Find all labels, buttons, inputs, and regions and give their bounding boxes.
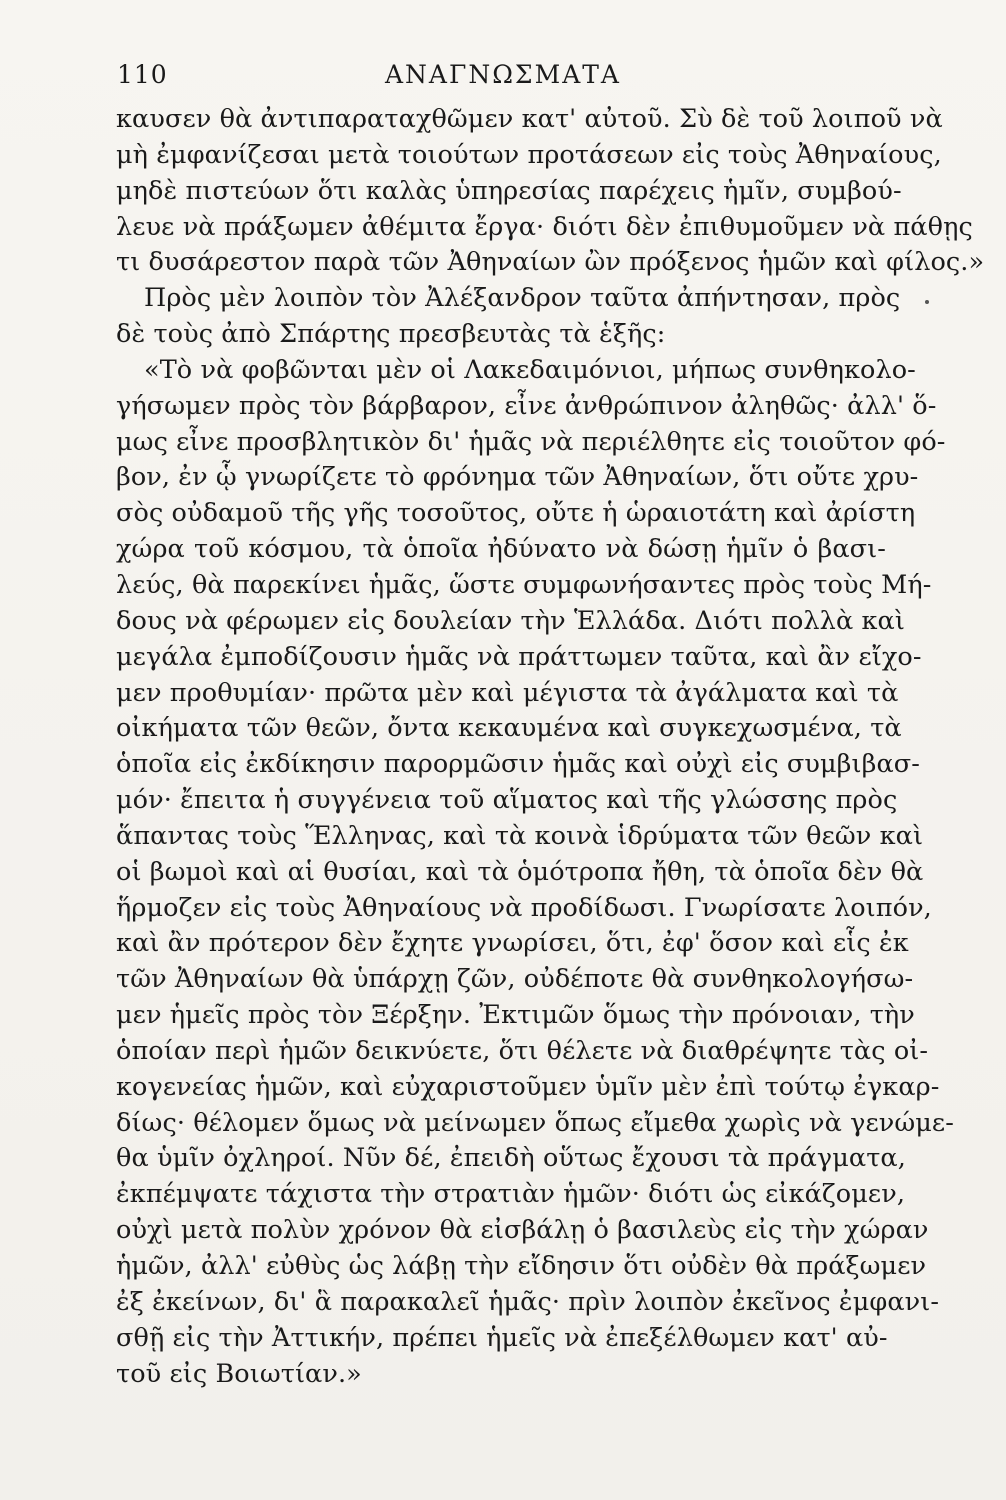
text-line: ὁποῖα εἰς ἐκδίκησιν παρορμῶσιν ἡμᾶς καὶ οὐχὶ εἰς συμβιβασ- bbox=[116, 749, 921, 780]
text-line: χώρα τοῦ κόσμου, τὰ ὁποῖα ἠδύνατο νὰ δώσῃ ἡμῖν ὁ βασι- bbox=[116, 534, 886, 565]
text-line: λεύς, θὰ παρεκίνει ἡμᾶς, ὥστε συμφωνήσαντες πρὸς τοὺς Μή- bbox=[116, 569, 932, 600]
page-number: 110 bbox=[117, 60, 168, 89]
text-line: μεν προθυμίαν· πρῶτα μὲν καὶ μέγιστα τὰ ἀγάλματα καὶ τὰ bbox=[116, 677, 899, 708]
text-line: μεν ἡμεῖς πρὸς τὸν Ξέρξην. Ἐκτιμῶν ὅμως τὴν πρόνοιαν, τὴν bbox=[116, 1000, 915, 1031]
text-line: ἥρμοζεν εἰς τοὺς Ἀθηναίους νὰ προδίδωσι. Γνωρίσατε λοιπόν, bbox=[116, 892, 932, 923]
text-line: μως εἶνε προσβλητικὸν δι' ἡμᾶς νὰ περιέλθητε εἰς τοιοῦτον φό- bbox=[116, 426, 946, 457]
text-line: τοῦ εἰς Βοιωτίαν.» bbox=[116, 1358, 362, 1389]
text-line: τῶν Ἀθηναίων θὰ ὑπάρχῃ ζῶν, οὐδέποτε θὰ συνθηκολογήσω- bbox=[116, 964, 914, 995]
body-text bbox=[116, 102, 985, 1392]
text-line: καυσεν θὰ ἀντιπαραταχθῶμεν κατ' αὐτοῦ. Σὺ δὲ τοῦ λοιποῦ νὰ bbox=[116, 104, 943, 134]
text-line: τι δυσάρεστον παρὰ τῶν Ἀθηναίων ὢν πρόξενος ἡμῶν καὶ φίλος.» bbox=[116, 247, 985, 278]
text-line: μόν· ἔπειτα ἡ συγγένεια τοῦ αἵματος καὶ τῆς γλώσσης πρὸς bbox=[116, 785, 898, 816]
text-line: «Τὸ νὰ φοβῶνται μὲν οἱ Λακεδαιμόνιοι, μήπως συνθηκολο- bbox=[144, 354, 916, 385]
text-line: οἱ βωμοὶ καὶ αἱ θυσίαι, καὶ τὰ ὁμότροπα ἤθη, τὰ ὁποῖα δὲν θὰ bbox=[116, 856, 924, 887]
text-line: μηδὲ πιστεύων ὅτι καλὰς ὑπηρεσίας παρέχεις ἡμῖν, συμβού- bbox=[116, 175, 902, 206]
text-line: γήσωμεν πρὸς τὸν βάρβαρον, εἶνε ἀνθρώπινον ἀληθῶς· ἀλλ' ὅ- bbox=[116, 390, 937, 421]
margin-mark bbox=[925, 300, 929, 304]
text-line: ὁποίαν περὶ ἡμῶν δεικνύετε, ὅτι θέλετε νὰ διαθρέψητε τὰς οἰ- bbox=[116, 1035, 929, 1066]
text-line: δίως· θέλομεν ὅμως νὰ μείνωμεν ὅπως εἴμεθα χωρὶς νὰ γενώμε- bbox=[116, 1107, 954, 1138]
running-title: ΑΝΑΓΝΩΣΜΑΤΑ bbox=[385, 60, 621, 89]
text-line: ἡμῶν, ἀλλ' εὐθὺς ὡς λάβῃ τὴν εἴδησιν ὅτι οὐδὲν θὰ πράξωμεν bbox=[116, 1251, 927, 1281]
text-line: λευε νὰ πράξωμεν ἀθέμιτα ἔργα· διότι δὲν ἐπιθυμοῦμεν νὰ πάθῃς bbox=[116, 211, 973, 242]
text-line: μὴ ἐμφανίζεσαι μετὰ τοιούτων προτάσεων εἰς τοὺς Ἀθηναίους, bbox=[116, 139, 942, 170]
text-line: δὲ τοὺς ἀπὸ Σπάρτης πρεσβευτὰς τὰ ἑξῆς: bbox=[116, 319, 666, 350]
text-line: ἅπαντας τοὺς Ἕλληνας, καὶ τὰ κοινὰ ἱδρύματα τῶν θεῶν καὶ bbox=[116, 820, 924, 851]
text-line: θα ὑμῖν ὀχληροί. Νῦν δέ, ἐπειδὴ οὕτως ἔχουσι τὰ πράγματα, bbox=[116, 1143, 906, 1174]
text-line: ἐξ ἐκείνων, δι' ἃ παρακαλεῖ ἡμᾶς· πρὶν λοιπὸν ἐκεῖνος ἐμφανι- bbox=[116, 1286, 940, 1317]
page-header bbox=[0, 60, 1006, 100]
text-line: καὶ ἂν πρότερον δὲν ἔχητε γνωρίσει, ὅτι, ἐφ' ὅσον καὶ εἷς ἐκ bbox=[116, 928, 909, 959]
text-line: Πρὸς μὲν λοιπὸν τὸν Ἀλέξανδρον ταῦτα ἀπήντησαν, πρὸς bbox=[144, 283, 901, 314]
text-line: σὸς οὐδαμοῦ τῆς γῆς τοσοῦτος, οὔτε ἡ ὡραιοτάτη καὶ ἀρίστη bbox=[116, 498, 916, 529]
text-line: οὐχὶ μετὰ πολὺν χρόνον θὰ εἰσβάλῃ ὁ βασιλεὺς εἰς τὴν χώραν bbox=[116, 1215, 929, 1246]
text-line: σθῇ εἰς τὴν Ἀττικήν, πρέπει ἡμεῖς νὰ ἐπεξέλθωμεν κατ' αὐ- bbox=[116, 1322, 888, 1353]
text-line: βον, ἐν ᾧ γνωρίζετε τὸ φρόνημα τῶν Ἀθηναίων, ὅτι οὔτε χρυ- bbox=[116, 462, 919, 493]
text-line: ἐκπέμψατε τάχιστα τὴν στρατιὰν ἡμῶν· διότι ὡς εἰκάζομεν, bbox=[116, 1179, 906, 1210]
text-line: οἰκήματα τῶν θεῶν, ὄντα κεκαυμένα καὶ συγκεχωσμένα, τὰ bbox=[116, 713, 902, 744]
text-line: δους νὰ φέρωμεν εἰς δουλείαν τὴν Ἑλλάδα. Διότι πολλὰ καὶ bbox=[116, 605, 905, 636]
text-line: μεγάλα ἐμποδίζουσιν ἡμᾶς νὰ πράττωμεν ταῦτα, καὶ ἂν εἴχο- bbox=[116, 641, 922, 672]
text-line: κογενείας ἡμῶν, καὶ εὐχαριστοῦμεν ὑμῖν μὲν ἐπὶ τούτῳ ἐγκαρ- bbox=[116, 1071, 940, 1102]
